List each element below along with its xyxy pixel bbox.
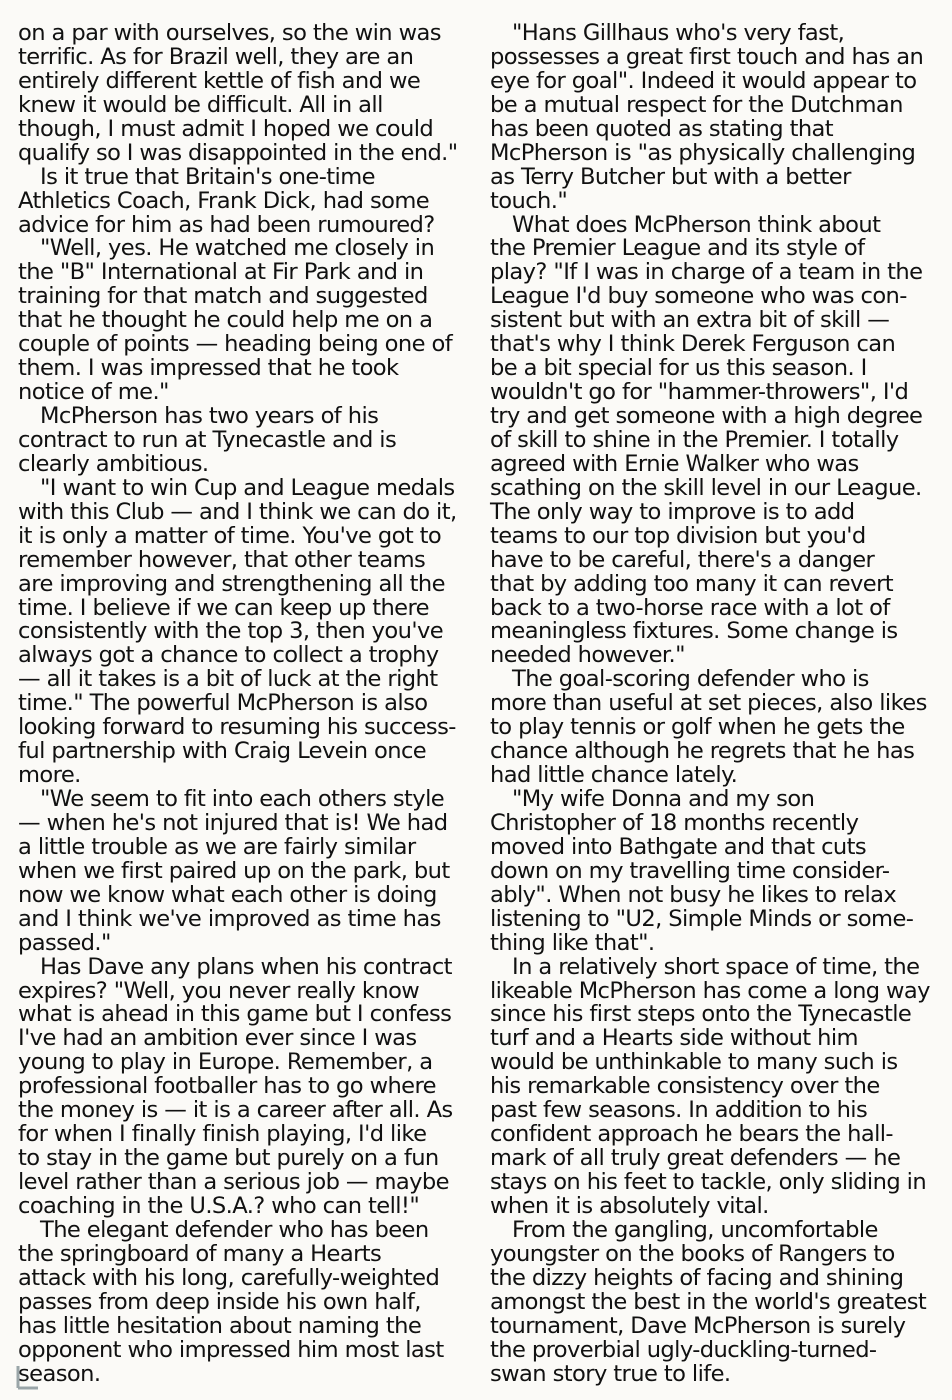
text-line: of skill to shine in the Premier. I totally [490,426,899,453]
text-line: couple of points — heading being one of [18,331,453,358]
text-line: — all it takes is a bit of luck at the right [18,666,438,693]
text-line: that's why I think Derek Ferguson can [490,331,896,358]
text-line: remember however, that other teams [18,546,426,573]
text-line: them. I was impressed that he took [18,355,399,382]
text-line: that by adding too many it can revert [490,570,894,597]
text-line: confident approach he bears the hall- [490,1121,893,1148]
text-line: when it is absolutely vital. [490,1192,769,1219]
text-line: entirely different kettle of fish and we [18,67,421,94]
text-line: Is it true that Britain's one-time [40,163,375,190]
text-line: be a bit special for us this season. I [490,355,867,382]
text-line: needed however." [490,642,685,669]
text-line: agreed with Ernie Walker who was [490,450,859,477]
text-line: The only way to improve is to add [490,498,855,525]
text-line: his remarkable consistency over the [490,1073,880,1100]
text-line: on a par with ourselves, so the win was [18,20,441,46]
text-line: has little hesitation about naming the [18,1312,422,1339]
text-line: when we first paired up on the park, but [18,857,450,884]
text-line: that he thought he could help me on a [18,307,433,334]
text-line: as Terry Butcher but with a better [490,163,851,190]
text-line: thing like that". [490,929,655,956]
right-text-column [490,22,930,1386]
text-line: McPherson is "as physically challenging [490,139,916,166]
text-line: training for that match and suggested [18,283,428,310]
text-line: passed." [18,929,111,956]
text-line: "We seem to fit into each others style [40,786,445,812]
text-line: the springboard of many a Hearts [18,1240,382,1267]
text-line: moved into Bathgate and that cuts [490,833,867,860]
text-line: qualify so I was disappointed in the end." [18,139,458,166]
text-line: have to be careful, there's a danger [490,546,875,573]
text-line: time." The powerful McPherson is also [18,690,428,717]
text-line: ably". When not busy he likes to relax [490,881,897,908]
text-line: to stay in the game but purely on a fun [18,1145,439,1172]
text-line: mark of all truly great defenders — he [490,1145,901,1172]
text-line: professional footballer has to go where [18,1073,436,1100]
text-line: eye for goal". Indeed it would appear to [490,67,917,94]
text-line: turf and a Hearts side without him [490,1025,858,1052]
text-line: The elegant defender who has been [40,1216,429,1243]
text-line: notice of me." [18,379,169,406]
text-line: try and get someone with a high degree [490,403,923,429]
text-line: tournament, Dave McPherson is surely [490,1312,906,1339]
text-line: listening to "U2, Simple Minds or some- [490,905,914,932]
text-line: amongst the best in the world's greatest [490,1288,927,1315]
text-line: are improving and strengthening all the [18,570,445,597]
text-line: down on my travelling time consider- [490,857,890,884]
text-line: youngster on the books of Rangers to [490,1240,895,1267]
text-line: would be unthinkable to many such is [490,1049,898,1076]
text-line: From the gangling, uncomfortable [512,1216,878,1243]
text-line: for when I finally finish playing, I'd like [18,1121,427,1148]
text-line: scathing on the skill level in our League. [490,474,922,501]
text-line: The goal-scoring defender who is [512,666,869,693]
text-line: In a relatively short space of time, the [512,953,920,980]
text-line: League I'd buy someone who was con- [490,283,907,310]
text-line: meaningless fixtures. Some change is [490,618,898,645]
text-line: swan story true to life. [490,1360,731,1387]
text-line: with this Club — and I think we can do it, [18,498,457,525]
text-line: time. I believe if we can keep up there [18,594,429,621]
text-line: Christopher of 18 months recently [490,809,859,836]
text-line: looking forward to resuming his success- [18,714,456,741]
text-line: "Hans Gillhaus who's very fast, [512,20,845,46]
text-line: "I want to win Cup and League medals [40,474,455,501]
text-line: stays on his feet to tackle, only sliding in [490,1169,927,1195]
text-line: what is ahead in this game but I confess [18,1001,452,1028]
text-line: wouldn't go for "hammer-throwers", I'd [490,379,909,406]
text-line: season. [18,1360,101,1387]
text-line: opponent who impressed him most last [18,1336,444,1363]
text-line: teams to our top division but you'd [490,522,866,549]
text-line: likeable McPherson has come a long way [490,977,930,1004]
text-line: ful partnership with Craig Levein once [18,738,427,765]
text-line: to play tennis or golf when he gets the [490,714,905,741]
text-line: — when he's not injured that is! We had [18,809,448,836]
text-line: since his first steps onto the Tynecastle [490,1001,912,1028]
text-line: play? "If I was in charge of a team in the [490,259,923,286]
left-text-column [18,22,458,1386]
text-line: and I think we've improved as time has [18,905,441,932]
text-line: the proverbial ugly-duckling-turned- [490,1336,877,1363]
text-line: chance although he regrets that he has [490,738,915,765]
text-line: contract to run at Tynecastle and is [18,426,397,453]
text-line: though, I must admit I hoped we could [18,115,434,142]
page-corner-mark [4,1360,44,1400]
text-line: consistently with the top 3, then you've [18,618,444,645]
text-line: passes from deep inside his own half, [18,1288,421,1315]
text-line: expires? "Well, you never really know [18,977,420,1004]
text-line: young to play in Europe. Remember, a [18,1049,433,1076]
text-line: Athletics Coach, Frank Dick, had some [18,187,430,214]
text-line: touch." [490,187,568,214]
text-line: clearly ambitious. [18,450,209,477]
text-line: level rather than a serious job — maybe [18,1169,449,1195]
text-line: attack with his long, carefully-weighted [18,1264,440,1291]
text-line: had little chance lately. [490,762,738,789]
text-line: What does McPherson think about [512,211,881,238]
text-line: back to a two-horse race with a lot of [490,594,890,621]
text-line: knew it would be difficult. All in all [18,91,383,118]
text-line: possesses a great first touch and has an [490,43,924,70]
text-line: coaching in the U.S.A.? who can tell!" [18,1192,420,1219]
text-line: more. [18,762,81,789]
text-line: the dizzy heights of facing and shining [490,1264,904,1291]
text-line: the Premier League and its style of [490,235,865,262]
text-line: the money is — it is a career after all. As [18,1097,453,1124]
text-line: a little trouble as we are fairly similar [18,833,416,860]
text-line: has been quoted as stating that [490,115,834,142]
text-line: be a mutual respect for the Dutchman [490,91,903,118]
text-line: Has Dave any plans when his contract [40,953,452,980]
text-line: always got a chance to collect a trophy [18,642,439,669]
text-line: terrific. As for Brazil well, they are an [18,43,414,70]
text-line: it is only a matter of time. You've got to [18,522,442,549]
text-line: "Well, yes. He watched me closely in [40,235,435,262]
text-line: "My wife Donna and my son [512,786,815,812]
text-line: sistent but with an extra bit of skill — [490,307,890,334]
text-line: the "B" International at Fir Park and in [18,259,424,286]
text-line: I've had an ambition ever since I was [18,1025,417,1052]
text-line: more than useful at set pieces, also likes [490,690,927,717]
text-line: advice for him as had been rumoured? [18,211,435,238]
text-line: McPherson has two years of his [40,403,379,429]
text-line: past few seasons. In addition to his [490,1097,868,1124]
text-line: now we know what each other is doing [18,881,437,908]
